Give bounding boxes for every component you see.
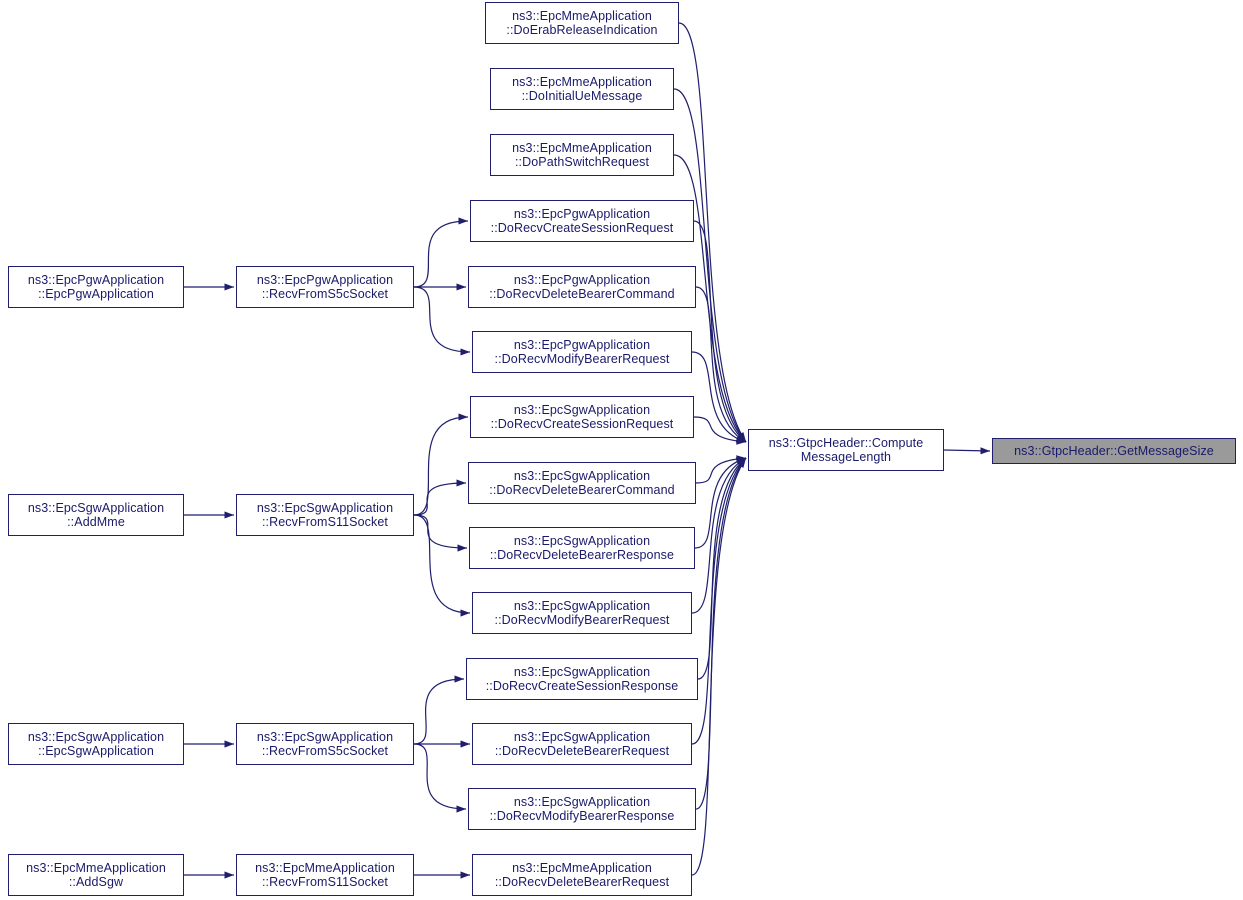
graph-node[interactable] bbox=[490, 134, 674, 176]
graph-node-label-line2: ::DoRecvModifyBearerRequest bbox=[494, 613, 670, 627]
graph-node-label-line1: ns3::EpcPgwApplication bbox=[513, 207, 651, 221]
graph-node-label-line1: ns3::EpcMmeApplication bbox=[512, 861, 652, 875]
graph-node-label-line2: ::RecvFromS11Socket bbox=[261, 875, 388, 889]
graph-node-label-line2: ::DoRecvDeleteBearerResponse bbox=[489, 548, 675, 562]
graph-edge bbox=[692, 352, 746, 442]
graph-node[interactable] bbox=[469, 527, 695, 569]
graph-edge bbox=[414, 744, 466, 809]
graph-node[interactable] bbox=[8, 723, 184, 765]
graph-node[interactable] bbox=[490, 68, 674, 110]
graph-edge bbox=[414, 417, 468, 515]
graph-node-label-line2: ::RecvFromS5cSocket bbox=[261, 287, 389, 301]
graph-node-label-line2: ::EpcSgwApplication bbox=[38, 744, 154, 758]
graph-edge bbox=[414, 483, 466, 515]
graph-node-label-line1: ns3::EpcSgwApplication bbox=[256, 730, 394, 744]
graph-edge bbox=[414, 287, 470, 352]
graph-node-label-line2: ::RecvFromS5cSocket bbox=[261, 744, 389, 758]
graph-node-label-line1: ns3::EpcSgwApplication bbox=[513, 534, 651, 548]
graph-node-label-line2: ::DoRecvDeleteBearerCommand bbox=[489, 287, 675, 301]
graph-edge bbox=[692, 458, 746, 613]
graph-node-label-line2: ::DoRecvModifyBearerResponse bbox=[489, 809, 675, 823]
graph-node-label-line1: ns3::EpcPgwApplication bbox=[513, 273, 651, 287]
graph-node-label-line2: ::DoRecvDeleteBearerRequest bbox=[494, 875, 670, 889]
graph-node-label-line1: ns3::EpcMmeApplication bbox=[512, 141, 652, 155]
graph-node[interactable] bbox=[485, 2, 679, 44]
graph-node-label-line1: ns3::EpcSgwApplication bbox=[513, 599, 651, 613]
graph-node-label-line2: ::EpcPgwApplication bbox=[38, 287, 154, 301]
graph-edge bbox=[694, 417, 746, 442]
graph-node-label-line1: ns3::EpcSgwApplication bbox=[513, 469, 651, 483]
graph-node-label-line2: ::DoRecvModifyBearerRequest bbox=[494, 352, 670, 366]
graph-node-label-line1: ns3::EpcPgwApplication bbox=[256, 273, 394, 287]
graph-edge bbox=[414, 221, 468, 287]
graph-edge bbox=[698, 458, 746, 679]
graph-node[interactable] bbox=[472, 592, 692, 634]
graph-node-label-line2: ::DoRecvCreateSessionResponse bbox=[485, 679, 679, 693]
graph-node-label-line1: ns3::EpcSgwApplication bbox=[513, 665, 651, 679]
graph-node-label-line1: ns3::EpcSgwApplication bbox=[513, 795, 651, 809]
graph-edge bbox=[414, 515, 470, 613]
graph-node-label-line1: ns3::EpcMmeApplication bbox=[512, 75, 652, 89]
graph-node[interactable] bbox=[466, 658, 698, 700]
graph-node-label-line1: ns3::EpcSgwApplication bbox=[27, 501, 165, 515]
graph-node-label-line2: ::DoRecvCreateSessionRequest bbox=[490, 417, 674, 431]
graph-node[interactable] bbox=[468, 462, 696, 504]
graph-node[interactable] bbox=[236, 854, 414, 896]
graph-edge bbox=[414, 515, 467, 548]
graph-node-label-line2: MessageLength bbox=[800, 450, 892, 464]
graph-node[interactable] bbox=[472, 854, 692, 896]
graph-edge bbox=[414, 679, 464, 744]
graph-node-label-line2: ::DoRecvDeleteBearerCommand bbox=[489, 483, 675, 497]
graph-node[interactable] bbox=[468, 266, 696, 308]
graph-node-label-line1: ns3::EpcMmeApplication bbox=[255, 861, 395, 875]
graph-edge bbox=[696, 458, 746, 483]
graph-node[interactable] bbox=[470, 396, 694, 438]
graph-node-label-line2: ::DoRecvCreateSessionRequest bbox=[490, 221, 674, 235]
graph-node[interactable] bbox=[470, 200, 694, 242]
graph-edge bbox=[692, 458, 746, 875]
graph-node-label-line2: ::AddMme bbox=[67, 515, 125, 529]
graph-node-label-line2: ::AddSgw bbox=[68, 875, 124, 889]
graph-node-label-line1: ns3::EpcMmeApplication bbox=[26, 861, 166, 875]
graph-node[interactable] bbox=[236, 266, 414, 308]
graph-node[interactable] bbox=[8, 494, 184, 536]
graph-node-label-line1: ns3::EpcSgwApplication bbox=[256, 501, 394, 515]
graph-node[interactable] bbox=[8, 854, 184, 896]
graph-node[interactable] bbox=[8, 266, 184, 308]
graph-node-label-line1: ns3::EpcPgwApplication bbox=[513, 338, 651, 352]
graph-node-label-line1: ns3::EpcSgwApplication bbox=[27, 730, 165, 744]
graph-node-label-line1: ns3::EpcMmeApplication bbox=[512, 9, 652, 23]
graph-node-label-line2: ::DoRecvDeleteBearerRequest bbox=[494, 744, 670, 758]
graph-node[interactable] bbox=[992, 438, 1236, 464]
graph-node[interactable] bbox=[472, 331, 692, 373]
graph-node-label-line1: ns3::EpcSgwApplication bbox=[513, 730, 651, 744]
graph-edge bbox=[694, 221, 746, 442]
graph-node[interactable] bbox=[472, 723, 692, 765]
graph-node[interactable] bbox=[748, 429, 944, 471]
graph-edge bbox=[696, 287, 746, 442]
graph-node-label-line1: ns3::GtpcHeader::GetMessageSize bbox=[1014, 444, 1214, 458]
graph-node-label-line1: ns3::EpcPgwApplication bbox=[27, 273, 165, 287]
graph-node-label-line2: ::RecvFromS11Socket bbox=[261, 515, 388, 529]
graph-node-label-line1: ns3::EpcSgwApplication bbox=[513, 403, 651, 417]
graph-node-label-line2: ::DoErabReleaseIndication bbox=[506, 23, 658, 37]
graph-node[interactable] bbox=[236, 723, 414, 765]
graph-edge bbox=[692, 458, 746, 744]
graph-edge bbox=[944, 450, 990, 451]
graph-node[interactable] bbox=[236, 494, 414, 536]
graph-node[interactable] bbox=[468, 788, 696, 830]
graph-edge bbox=[695, 458, 746, 548]
graph-node-label-line2: ::DoPathSwitchRequest bbox=[514, 155, 650, 169]
graph-edge bbox=[696, 458, 746, 809]
graph-node-label-line2: ::DoInitialUeMessage bbox=[521, 89, 643, 103]
graph-node-label-line1: ns3::GtpcHeader::Compute bbox=[768, 436, 924, 450]
